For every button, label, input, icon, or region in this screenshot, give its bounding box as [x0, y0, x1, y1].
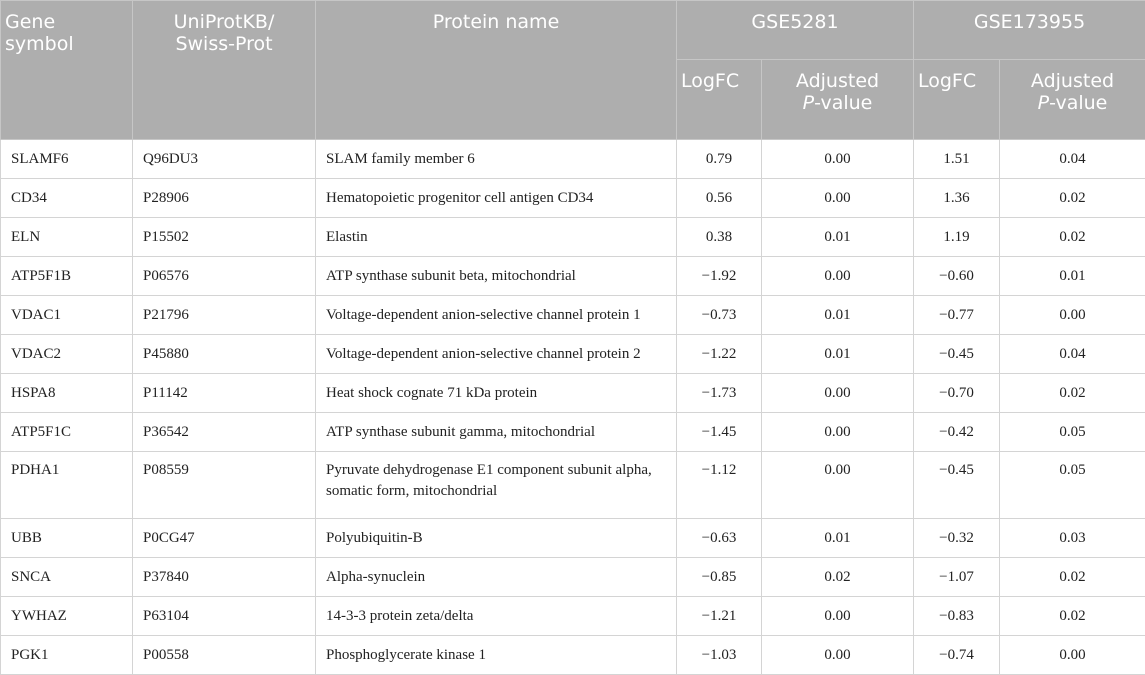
cell-logfc-2: −0.60	[914, 257, 1000, 296]
cell-protein: Voltage-dependent anion-selective channel protein 1	[316, 296, 677, 335]
table-row	[1, 636, 1145, 675]
cell-logfc-2: −0.70	[914, 374, 1000, 413]
cell-logfc-1: −0.63	[677, 519, 762, 558]
table-row	[1, 452, 1145, 519]
cell-logfc-1: −0.73	[677, 296, 762, 335]
cell-logfc-1: −1.73	[677, 374, 762, 413]
cell-logfc-1: 0.79	[677, 140, 762, 179]
table-header	[1, 1, 1145, 140]
header-logfc-1: LogFC	[677, 60, 762, 140]
cell-logfc-2: 1.36	[914, 179, 1000, 218]
cell-padj-2: 0.04	[1000, 335, 1145, 374]
cell-gene: PGK1	[1, 636, 133, 675]
cell-gene: CD34	[1, 179, 133, 218]
cell-padj-2: 0.02	[1000, 179, 1145, 218]
cell-padj-2: 0.04	[1000, 140, 1145, 179]
cell-padj-2: 0.00	[1000, 296, 1145, 335]
cell-logfc-2: −1.07	[914, 558, 1000, 597]
table-row	[1, 597, 1145, 636]
cell-logfc-2: 1.19	[914, 218, 1000, 257]
table-row	[1, 257, 1145, 296]
cell-padj-2: 0.02	[1000, 374, 1145, 413]
cell-logfc-2: −0.77	[914, 296, 1000, 335]
cell-gene: UBB	[1, 519, 133, 558]
cell-padj-1: 0.00	[762, 257, 914, 296]
table-body	[1, 140, 1145, 675]
cell-uniprot: P00558	[133, 636, 316, 675]
cell-padj-2: 0.03	[1000, 519, 1145, 558]
cell-gene: ELN	[1, 218, 133, 257]
cell-logfc-2: −0.42	[914, 413, 1000, 452]
cell-padj-2: 0.05	[1000, 452, 1145, 519]
cell-padj-1: 0.00	[762, 452, 914, 519]
cell-logfc-1: 0.38	[677, 218, 762, 257]
table-row	[1, 296, 1145, 335]
cell-uniprot: P37840	[133, 558, 316, 597]
header-dataset-gse173955: GSE173955	[914, 1, 1145, 60]
header-protein-name: Protein name	[316, 1, 677, 140]
table-row	[1, 179, 1145, 218]
cell-padj-2: 0.02	[1000, 597, 1145, 636]
cell-uniprot: P15502	[133, 218, 316, 257]
cell-protein: Pyruvate dehydrogenase E1 component subunit alpha, somatic form, mitochondrial	[316, 452, 677, 519]
cell-protein: 14-3-3 protein zeta/delta	[316, 597, 677, 636]
cell-padj-1: 0.00	[762, 140, 914, 179]
cell-logfc-1: −1.12	[677, 452, 762, 519]
cell-padj-1: 0.00	[762, 179, 914, 218]
cell-protein: ATP synthase subunit gamma, mitochondrial	[316, 413, 677, 452]
cell-padj-2: 0.01	[1000, 257, 1145, 296]
header-gene-symbol: Gene symbol	[1, 1, 133, 140]
cell-gene: SNCA	[1, 558, 133, 597]
cell-gene: SLAMF6	[1, 140, 133, 179]
cell-uniprot: P11142	[133, 374, 316, 413]
cell-padj-1: 0.01	[762, 218, 914, 257]
cell-logfc-1: 0.56	[677, 179, 762, 218]
cell-padj-2: 0.02	[1000, 218, 1145, 257]
cell-protein: Heat shock cognate 71 kDa protein	[316, 374, 677, 413]
cell-padj-1: 0.00	[762, 374, 914, 413]
cell-uniprot: P08559	[133, 452, 316, 519]
cell-uniprot: P21796	[133, 296, 316, 335]
cell-logfc-1: −1.92	[677, 257, 762, 296]
cell-protein: Polyubiquitin-B	[316, 519, 677, 558]
table-row	[1, 140, 1145, 179]
header-adjusted-p-2: Adjusted P-value	[1000, 60, 1145, 140]
cell-protein: Voltage-dependent anion-selective channel protein 2	[316, 335, 677, 374]
cell-padj-1: 0.00	[762, 413, 914, 452]
cell-protein: Phosphoglycerate kinase 1	[316, 636, 677, 675]
table-row	[1, 413, 1145, 452]
cell-uniprot: P06576	[133, 257, 316, 296]
cell-protein: Alpha-synuclein	[316, 558, 677, 597]
cell-protein: Elastin	[316, 218, 677, 257]
cell-logfc-2: −0.83	[914, 597, 1000, 636]
cell-padj-2: 0.02	[1000, 558, 1145, 597]
cell-padj-1: 0.02	[762, 558, 914, 597]
cell-uniprot: Q96DU3	[133, 140, 316, 179]
cell-protein: Hematopoietic progenitor cell antigen CD34	[316, 179, 677, 218]
header-dataset-gse5281: GSE5281	[677, 1, 914, 60]
cell-padj-2: 0.05	[1000, 413, 1145, 452]
cell-protein: ATP synthase subunit beta, mitochondrial	[316, 257, 677, 296]
cell-logfc-1: −1.45	[677, 413, 762, 452]
table-row	[1, 218, 1145, 257]
cell-uniprot: P63104	[133, 597, 316, 636]
cell-padj-1: 0.01	[762, 335, 914, 374]
cell-gene: ATP5F1B	[1, 257, 133, 296]
cell-logfc-2: −0.45	[914, 335, 1000, 374]
cell-gene: PDHA1	[1, 452, 133, 519]
cell-logfc-2: 1.51	[914, 140, 1000, 179]
cell-gene: HSPA8	[1, 374, 133, 413]
cell-uniprot: P45880	[133, 335, 316, 374]
cell-logfc-1: −1.03	[677, 636, 762, 675]
cell-gene: ATP5F1C	[1, 413, 133, 452]
cell-uniprot: P28906	[133, 179, 316, 218]
cell-uniprot: P36542	[133, 413, 316, 452]
cell-protein: SLAM family member 6	[316, 140, 677, 179]
cell-gene: YWHAZ	[1, 597, 133, 636]
table-row	[1, 335, 1145, 374]
cell-uniprot: P0CG47	[133, 519, 316, 558]
cell-padj-1: 0.01	[762, 296, 914, 335]
cell-logfc-2: −0.32	[914, 519, 1000, 558]
cell-padj-1: 0.01	[762, 519, 914, 558]
cell-padj-1: 0.00	[762, 636, 914, 675]
table-row	[1, 558, 1145, 597]
cell-logfc-2: −0.45	[914, 452, 1000, 519]
header-logfc-2: LogFC	[914, 60, 1000, 140]
cell-logfc-1: −0.85	[677, 558, 762, 597]
cell-padj-2: 0.00	[1000, 636, 1145, 675]
cell-logfc-2: −0.74	[914, 636, 1000, 675]
table-row	[1, 374, 1145, 413]
header-uniprot: UniProtKB/ Swiss-Prot	[133, 1, 316, 140]
cell-logfc-1: −1.22	[677, 335, 762, 374]
cell-logfc-1: −1.21	[677, 597, 762, 636]
header-adjusted-p-1: Adjusted P-value	[762, 60, 914, 140]
cell-gene: VDAC2	[1, 335, 133, 374]
cell-gene: VDAC1	[1, 296, 133, 335]
table-row	[1, 519, 1145, 558]
cell-padj-1: 0.00	[762, 597, 914, 636]
